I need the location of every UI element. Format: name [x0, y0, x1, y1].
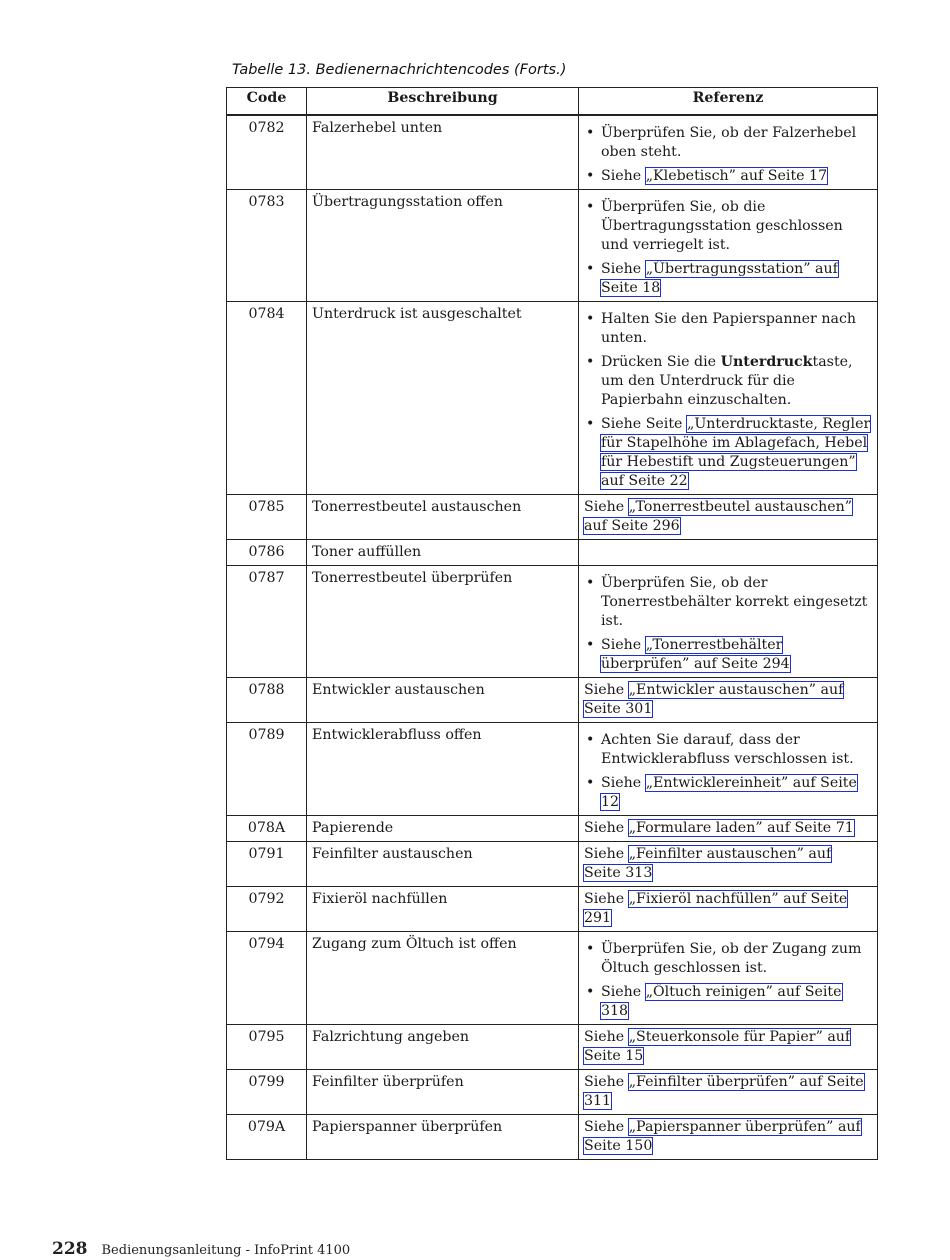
cross-reference-link[interactable]: „Feinfilter überprüfen” auf Seite 311 [584, 1074, 864, 1109]
reference-prefix: Siehe [601, 261, 646, 277]
cross-reference-link[interactable]: „Papierspanner überprüfen” auf Seite 150 [584, 1119, 861, 1154]
table-body [227, 115, 878, 1160]
message-code: 079A [227, 1115, 307, 1160]
page-footer [52, 1239, 350, 1259]
reference-cell [579, 190, 878, 302]
table-row [227, 495, 878, 540]
table-row [227, 1115, 878, 1160]
reference-list-item [601, 983, 872, 1021]
message-description: Unterdruck ist ausgeschaltet [307, 302, 579, 495]
reference-prefix: Siehe [601, 637, 646, 653]
message-code: 0787 [227, 566, 307, 678]
message-description: Papierspanner überprüfen [307, 1115, 579, 1160]
cross-reference-link[interactable]: „Entwickler austauschen” auf Seite 301 [584, 682, 844, 717]
message-code: 0794 [227, 932, 307, 1025]
reference-list [584, 574, 872, 674]
reference-list-item [601, 310, 872, 348]
message-description: Feinfilter austauschen [307, 842, 579, 887]
reference-text: Überprüfen Sie, ob die Übertragungsstation geschlossen und verriegelt ist. [601, 199, 843, 253]
reference-list-item [601, 774, 872, 812]
reference-cell [579, 887, 878, 932]
reference-prefix: Siehe [584, 846, 629, 862]
reference-list-item [601, 260, 872, 298]
reference-text: Achten Sie darauf, dass der Entwicklerabfluss verschlossen ist. [601, 732, 854, 767]
message-description: Falzerhebel unten [307, 115, 579, 190]
reference-list [584, 198, 872, 298]
cross-reference-link[interactable]: „Tonerrestbehälter überprüfen” auf Seite 294 [601, 637, 790, 672]
reference-cell [579, 1025, 878, 1070]
cross-reference-link[interactable]: „Tonerrestbeutel austauschen” auf Seite 296 [584, 499, 853, 534]
reference-prefix: Siehe Seite [601, 416, 687, 432]
reference-list-item [601, 124, 872, 162]
reference-list [584, 940, 872, 1021]
message-code: 0785 [227, 495, 307, 540]
reference-cell [579, 723, 878, 816]
reference-prefix: Siehe [601, 168, 646, 184]
header-description: Beschreibung [307, 88, 579, 116]
reference-list-item [601, 940, 872, 978]
reference-cell [579, 302, 878, 495]
message-description: Zugang zum Öltuch ist offen [307, 932, 579, 1025]
cross-reference-link[interactable]: „Fixieröl nachfüllen” auf Seite 291 [584, 891, 848, 926]
message-description: Übertragungsstation offen [307, 190, 579, 302]
reference-text: Halten Sie den Papierspanner nach unten. [601, 311, 857, 346]
reference-cell [579, 115, 878, 190]
message-code: 078A [227, 816, 307, 842]
reference-prefix: Siehe [601, 775, 646, 791]
reference-cell [579, 495, 878, 540]
reference-suffix: taste, um den Unterdruck für die Papierbahn einzuschalten. [601, 354, 853, 408]
message-description: Falzrichtung angeben [307, 1025, 579, 1070]
message-code: 0783 [227, 190, 307, 302]
message-description: Entwicklerabfluss offen [307, 723, 579, 816]
message-description: Feinfilter überprüfen [307, 1070, 579, 1115]
reference-prefix: Drücken Sie die [601, 354, 721, 370]
reference-cell [579, 566, 878, 678]
table-row [227, 1070, 878, 1115]
reference-text: Überprüfen Sie, ob der Tonerrestbehälter korrekt eingesetzt ist. [601, 575, 868, 629]
table-row [227, 932, 878, 1025]
reference-prefix: Siehe [584, 820, 629, 836]
message-codes-table [226, 87, 878, 1160]
table-row [227, 566, 878, 678]
reference-list [584, 124, 872, 186]
table-row [227, 302, 878, 495]
reference-list-item [601, 574, 872, 631]
reference-prefix: Siehe [584, 499, 629, 515]
reference-cell [579, 816, 878, 842]
cross-reference-link[interactable]: „Steuerkonsole für Papier” auf Seite 15 [584, 1029, 851, 1064]
message-code: 0784 [227, 302, 307, 495]
message-code: 0786 [227, 540, 307, 566]
reference-list [584, 310, 872, 491]
cross-reference-link[interactable]: „Unterdrucktaste, Regler für Stapelhöhe im Ablagefach, Hebel für Hebestift und Zugsteuerungen” auf Seite 22 [601, 416, 871, 489]
message-description: Toner auffüllen [307, 540, 579, 566]
table-row [227, 678, 878, 723]
table-row [227, 190, 878, 302]
reference-list-item [601, 198, 872, 255]
reference-text: Überprüfen Sie, ob der Falzerhebel oben steht. [601, 125, 857, 160]
message-description: Tonerrestbeutel überprüfen [307, 566, 579, 678]
table-row [227, 842, 878, 887]
reference-list-item [601, 353, 872, 410]
reference-cell [579, 932, 878, 1025]
reference-bold-term: Unterdruck [720, 354, 813, 370]
reference-list-item [601, 731, 872, 769]
reference-prefix: Siehe [584, 891, 629, 907]
header-code: Code [227, 88, 307, 116]
message-description: Fixieröl nachfüllen [307, 887, 579, 932]
reference-prefix: Siehe [601, 984, 646, 1000]
cross-reference-link[interactable]: „Übertragungsstation” auf Seite 18 [601, 261, 838, 296]
reference-prefix: Siehe [584, 1119, 629, 1135]
message-code: 0788 [227, 678, 307, 723]
message-description: Papierende [307, 816, 579, 842]
table-caption: Tabelle 13. Bedienernachrichtencodes (Forts.) [232, 62, 567, 78]
page-number: 228 [52, 1239, 88, 1259]
table-row [227, 887, 878, 932]
cross-reference-link[interactable]: „Entwicklereinheit” auf Seite 12 [601, 775, 857, 810]
reference-list-item [601, 415, 872, 491]
header-reference: Referenz [579, 88, 878, 116]
reference-prefix: Siehe [584, 1074, 629, 1090]
message-description: Tonerrestbeutel austauschen [307, 495, 579, 540]
message-code: 0782 [227, 115, 307, 190]
cross-reference-link[interactable]: „Klebetisch” auf Seite 17 [645, 168, 828, 184]
message-code: 0791 [227, 842, 307, 887]
reference-cell [579, 540, 878, 566]
message-code: 0795 [227, 1025, 307, 1070]
reference-list-item [601, 167, 872, 186]
reference-cell [579, 1070, 878, 1115]
message-code: 0792 [227, 887, 307, 932]
cross-reference-link[interactable]: „Formulare laden” auf Seite 71 [628, 820, 854, 836]
table-header-row [227, 88, 878, 116]
table-row [227, 816, 878, 842]
reference-list [584, 731, 872, 812]
reference-cell [579, 842, 878, 887]
table-row [227, 540, 878, 566]
cross-reference-link[interactable]: „Feinfilter austauschen” auf Seite 313 [584, 846, 832, 881]
message-code: 0789 [227, 723, 307, 816]
reference-list-item [601, 636, 872, 674]
reference-prefix: Siehe [584, 682, 629, 698]
reference-cell [579, 1115, 878, 1160]
reference-cell [579, 678, 878, 723]
cross-reference-link[interactable]: „Öltuch reinigen” auf Seite 318 [601, 984, 842, 1019]
table-row [227, 115, 878, 190]
message-description: Entwickler austauschen [307, 678, 579, 723]
table-row [227, 723, 878, 816]
reference-text: Überprüfen Sie, ob der Zugang zum Öltuch geschlossen ist. [601, 941, 862, 976]
document-title: Bedienungsanleitung - InfoPrint 4100 [101, 1243, 351, 1258]
table-row [227, 1025, 878, 1070]
reference-prefix: Siehe [584, 1029, 629, 1045]
message-code: 0799 [227, 1070, 307, 1115]
